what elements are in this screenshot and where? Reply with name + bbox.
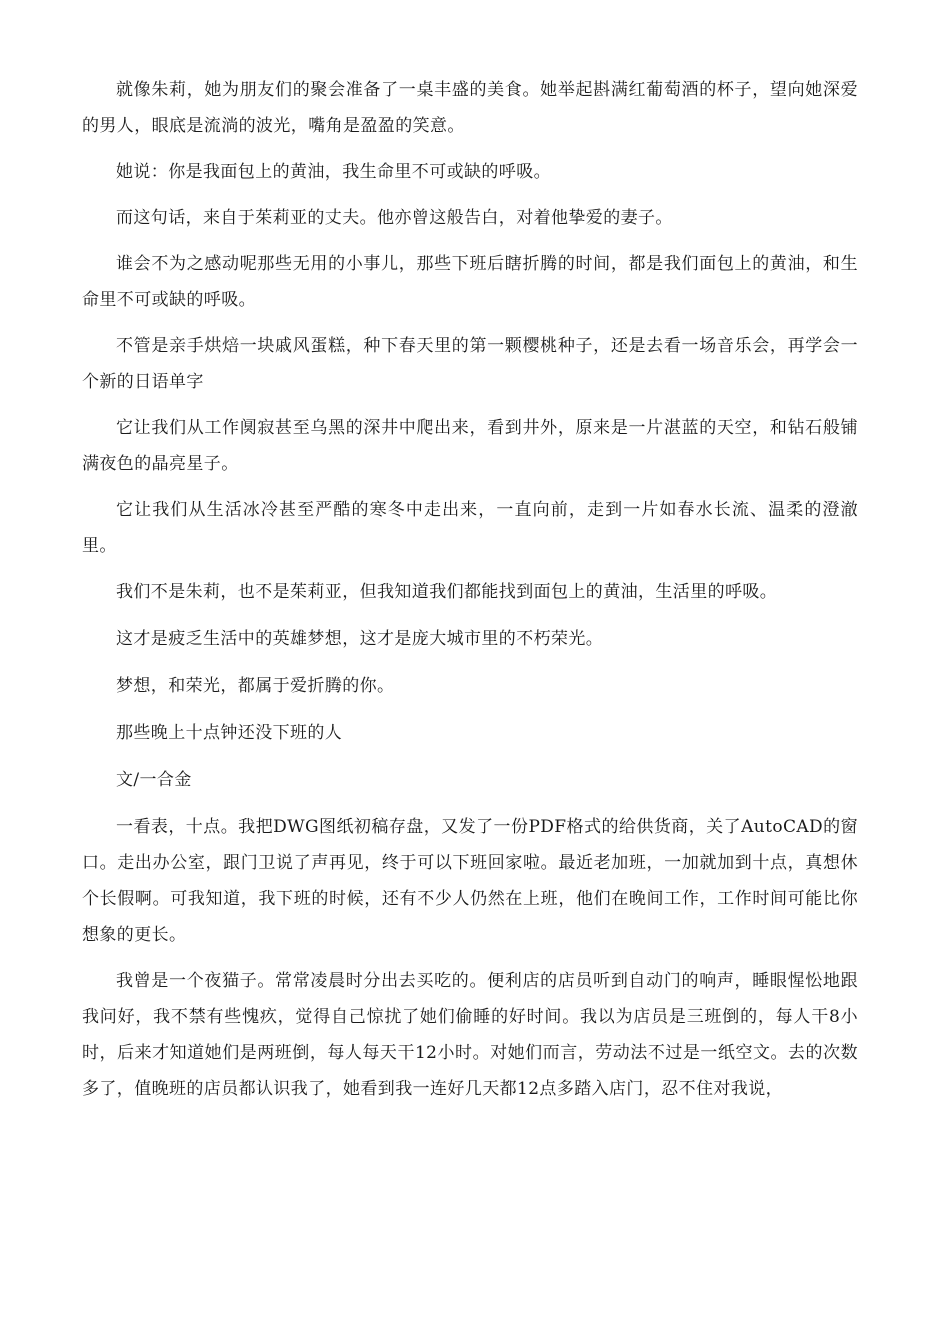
paragraph-10: 梦想，和荣光，都属于爱折腾的你。 <box>116 676 395 696</box>
paragraph-1: 就像朱莉，她为朋友们的聚会准备了一桌丰盛的美食。她举起斟满红葡萄酒的杯子，望向她深爱的男人，眼底是流淌的波光，嘴角是盈盈的笑意。 <box>82 80 858 136</box>
paragraph-8: 我们不是朱莉，也不是茱莉亚，但我知道我们都能找到面包上的黄油，生活里的呼吸。 <box>116 582 778 602</box>
paragraph-2: 她说：你是我面包上的黄油，我生命里不可或缺的呼吸。 <box>116 162 551 182</box>
article-author: 文/一合金 <box>116 770 192 790</box>
paragraph-4: 谁会不为之感动呢那些无用的小事儿，那些下班后瞎折腾的时间，都是我们面包上的黄油，和生命里不可或缺的呼吸。 <box>82 254 858 310</box>
paragraph-5: 不管是亲手烘焙一块戚风蛋糕，种下春天里的第一颗樱桃种子，还是去看一场音乐会，再学会一个新的日语单字 <box>82 336 858 392</box>
document-page <box>82 72 858 1117</box>
paragraph-14: 我曾是一个夜猫子。常常凌晨时分出去买吃的。便利店的店员听到自动门的响声，睡眼惺忪地跟我问好，我不禁有些愧疚，觉得自己惊扰了她们偷睡的好时间。我以为店员是三班倒的，每人干8小时，后来才知道她们是两班倒，每人每天干12小时。对她们而言，劳动法不过是一纸空文。去的次数多了，值晚班的店员都认识我了，她看到我一连好几天都12点多踏入店门，忍不住对我说， <box>82 971 858 1099</box>
paragraph-7: 它让我们从生活冰冷甚至严酷的寒冬中走出来，一直向前，走到一片如春水长流、温柔的澄澈里。 <box>82 500 858 556</box>
article-title: 那些晚上十点钟还没下班的人 <box>116 723 343 743</box>
paragraph-3: 而这句话，来自于茱莉亚的丈夫。他亦曾这般告白，对着他挚爱的妻子。 <box>116 208 673 228</box>
paragraph-6: 它让我们从工作阒寂甚至乌黑的深井中爬出来，看到井外，原来是一片湛蓝的天空，和钻石般铺满夜色的晶亮星子。 <box>82 418 858 474</box>
paragraph-13: 一看表，十点。我把DWG图纸初稿存盘，又发了一份PDF格式的给供货商，关了AutoCAD的窗口。走出办公室，跟门卫说了声再见，终于可以下班回家啦。最近老加班，一加就加到十点，真想休个长假啊。可我知道，我下班的时候，还有不少人仍然在上班，他们在晚间工作，工作时间可能比你想象的更长。 <box>82 817 858 945</box>
paragraph-9: 这才是疲乏生活中的英雄梦想，这才是庞大城市里的不朽荣光。 <box>116 629 604 649</box>
